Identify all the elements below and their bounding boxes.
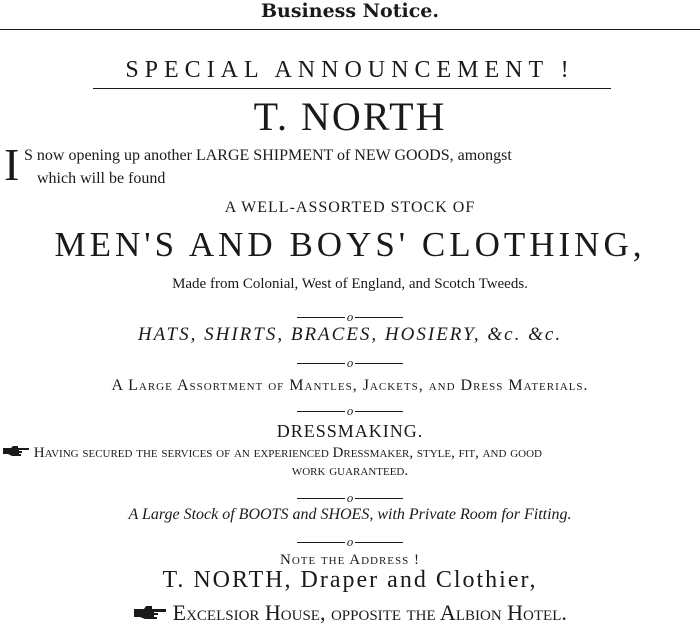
tweeds-line: Made from Colonial, West of England, and Scotch Tweeds. [172,276,528,292]
dressmaking-line-1 [2,444,698,463]
dressmaking-heading: DRESSMAKING. [276,421,424,441]
section-rule: o [0,353,700,367]
notice-header: Business Notice. [260,0,439,22]
draper-line: T. NORTH, Draper and Clothier, [162,567,538,593]
hats-line: HATS, SHIRTS, BRACES, HOSIERY, &c. &c. [137,324,563,345]
section-rule: o [0,532,700,546]
pointing-hand-icon [133,602,167,628]
proprietor-name: T. NORTH [253,94,447,139]
announcement-heading: SPECIAL ANNOUNCEMENT ! [125,57,575,83]
stock-line: A WELL-ASSORTED STOCK OF [224,199,476,216]
dressmaking-line-2: work guaranteed. [291,463,409,479]
intro-line-1: S now opening up another LARGE SHIPMENT of NEW GOODS, amongst [24,147,512,164]
note-address: Note the Address ! [279,552,421,568]
section-rule: o [0,401,700,415]
drop-cap: I [4,139,20,190]
dressmaking-text-1: Having secured the services of an experienced Dressmaker, style, fit, and good [33,444,542,461]
pointing-hand-icon [2,444,30,463]
section-rule: o [0,488,700,502]
address-line [0,600,700,628]
address-text: Excelsior House, opposite the Albion Hotel. [172,600,567,625]
boots-line: A Large Stock of BOOTS and SHOES, with Private Room for Fitting. [128,506,572,523]
mantles-line: A Large Assortment of Mantles, Jackets, and Dress Materials. [111,377,589,394]
intro-line-2: which will be found [37,170,166,187]
header-rule [0,29,700,30]
announcement-underline [93,88,611,89]
clothing-heading: MEN'S AND BOYS' CLOTHING, [54,225,646,264]
section-rule: o [0,307,700,321]
